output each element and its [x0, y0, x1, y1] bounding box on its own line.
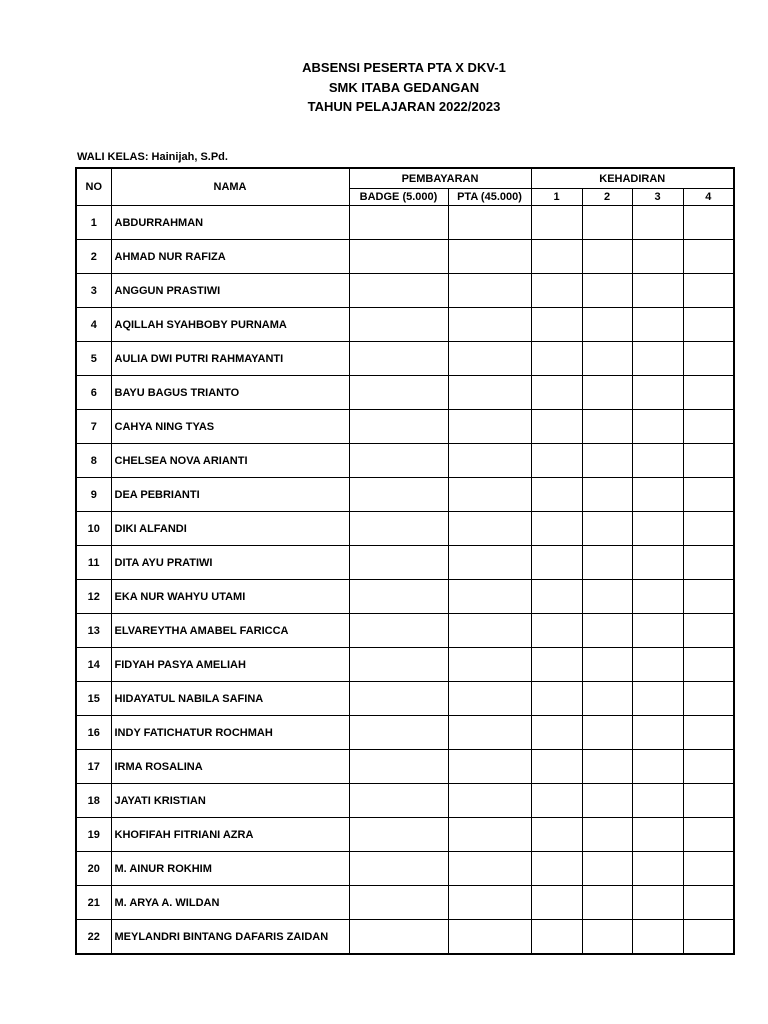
- student-name: INDY FATICHATUR ROCHMAH: [111, 716, 349, 750]
- row-number: 8: [76, 444, 111, 478]
- kehadiran-2-cell[interactable]: [582, 546, 632, 580]
- table-row: [76, 546, 734, 580]
- kehadiran-1-cell[interactable]: [531, 818, 582, 852]
- table-row: [76, 784, 734, 818]
- header-no: NO: [76, 168, 111, 206]
- table-row: [76, 512, 734, 546]
- badge-cell[interactable]: [349, 920, 448, 955]
- badge-cell[interactable]: [349, 852, 448, 886]
- badge-cell[interactable]: [349, 444, 448, 478]
- table-row: [76, 444, 734, 478]
- wali-kelas-label: WALI KELAS: Hainijah, S.Pd.: [77, 151, 228, 163]
- kehadiran-4-cell[interactable]: [683, 750, 734, 784]
- student-name: BAYU BAGUS TRIANTO: [111, 376, 349, 410]
- row-number: 13: [76, 614, 111, 648]
- pta-cell[interactable]: [448, 546, 531, 580]
- badge-cell[interactable]: [349, 512, 448, 546]
- pta-cell[interactable]: [448, 410, 531, 444]
- student-name: DEA PEBRIANTI: [111, 478, 349, 512]
- row-number: 9: [76, 478, 111, 512]
- table-row: [76, 886, 734, 920]
- kehadiran-3-cell[interactable]: [632, 852, 683, 886]
- kehadiran-2-cell[interactable]: [582, 410, 632, 444]
- attendance-rows: [76, 206, 734, 955]
- pta-cell[interactable]: [448, 818, 531, 852]
- kehadiran-2-cell[interactable]: [582, 784, 632, 818]
- kehadiran-1-cell[interactable]: [531, 342, 582, 376]
- kehadiran-2-cell[interactable]: [582, 512, 632, 546]
- kehadiran-4-cell[interactable]: [683, 648, 734, 682]
- row-number: 20: [76, 852, 111, 886]
- student-name: EKA NUR WAHYU UTAMI: [111, 580, 349, 614]
- badge-cell[interactable]: [349, 206, 448, 240]
- kehadiran-3-cell[interactable]: [632, 444, 683, 478]
- kehadiran-3-cell[interactable]: [632, 784, 683, 818]
- kehadiran-3-cell[interactable]: [632, 682, 683, 716]
- header-nama: NAMA: [111, 168, 349, 206]
- kehadiran-1-cell[interactable]: [531, 750, 582, 784]
- row-number: 1: [76, 206, 111, 240]
- header-pembayaran: PEMBAYARAN: [349, 168, 531, 189]
- kehadiran-1-cell[interactable]: [531, 206, 582, 240]
- kehadiran-2-cell[interactable]: [582, 376, 632, 410]
- pta-cell[interactable]: [448, 750, 531, 784]
- pta-cell[interactable]: [448, 920, 531, 955]
- badge-cell[interactable]: [349, 308, 448, 342]
- student-name: CAHYA NING TYAS: [111, 410, 349, 444]
- kehadiran-1-cell[interactable]: [531, 410, 582, 444]
- row-number: 5: [76, 342, 111, 376]
- row-number: 12: [76, 580, 111, 614]
- kehadiran-1-cell[interactable]: [531, 886, 582, 920]
- row-number: 21: [76, 886, 111, 920]
- kehadiran-3-cell[interactable]: [632, 240, 683, 274]
- header-kehadiran-2: 2: [582, 189, 632, 206]
- kehadiran-1-cell[interactable]: [531, 512, 582, 546]
- student-name: KHOFIFAH FITRIANI AZRA: [111, 818, 349, 852]
- kehadiran-4-cell[interactable]: [683, 546, 734, 580]
- student-name: MEYLANDRI BINTANG DAFARIS ZAIDAN: [111, 920, 349, 955]
- badge-cell[interactable]: [349, 750, 448, 784]
- kehadiran-1-cell[interactable]: [531, 716, 582, 750]
- kehadiran-1-cell[interactable]: [531, 784, 582, 818]
- kehadiran-3-cell[interactable]: [632, 410, 683, 444]
- kehadiran-3-cell[interactable]: [632, 648, 683, 682]
- badge-cell[interactable]: [349, 818, 448, 852]
- kehadiran-2-cell[interactable]: [582, 444, 632, 478]
- badge-cell[interactable]: [349, 648, 448, 682]
- attendance-table: [75, 167, 735, 955]
- kehadiran-4-cell[interactable]: [683, 308, 734, 342]
- row-number: 11: [76, 546, 111, 580]
- kehadiran-4-cell[interactable]: [683, 580, 734, 614]
- student-name: FIDYAH PASYA AMELIAH: [111, 648, 349, 682]
- kehadiran-4-cell[interactable]: [683, 716, 734, 750]
- kehadiran-2-cell[interactable]: [582, 342, 632, 376]
- kehadiran-1-cell[interactable]: [531, 920, 582, 955]
- kehadiran-2-cell[interactable]: [582, 750, 632, 784]
- kehadiran-2-cell[interactable]: [582, 478, 632, 512]
- row-number: 14: [76, 648, 111, 682]
- student-name: ABDURRAHMAN: [111, 206, 349, 240]
- kehadiran-1-cell[interactable]: [531, 682, 582, 716]
- title-line-2: SMK ITABA GEDANGAN: [328, 79, 480, 95]
- kehadiran-1-cell[interactable]: [531, 580, 582, 614]
- kehadiran-2-cell[interactable]: [582, 682, 632, 716]
- kehadiran-2-cell[interactable]: [582, 240, 632, 274]
- kehadiran-4-cell[interactable]: [683, 920, 734, 955]
- kehadiran-2-cell[interactable]: [582, 852, 632, 886]
- table-row: [76, 342, 734, 376]
- row-number: 6: [76, 376, 111, 410]
- pta-cell[interactable]: [448, 376, 531, 410]
- student-name: DITA AYU PRATIWI: [111, 546, 349, 580]
- row-number: 3: [76, 274, 111, 308]
- kehadiran-3-cell[interactable]: [632, 376, 683, 410]
- kehadiran-3-cell[interactable]: [632, 886, 683, 920]
- kehadiran-1-cell[interactable]: [531, 478, 582, 512]
- student-name: AULIA DWI PUTRI RAHMAYANTI: [111, 342, 349, 376]
- row-number: 16: [76, 716, 111, 750]
- kehadiran-4-cell[interactable]: [683, 410, 734, 444]
- badge-cell[interactable]: [349, 682, 448, 716]
- kehadiran-3-cell[interactable]: [632, 342, 683, 376]
- kehadiran-1-cell[interactable]: [531, 376, 582, 410]
- title-line-1: ABSENSI PESERTA PTA X DKV-1: [302, 60, 506, 75]
- badge-cell[interactable]: [349, 274, 448, 308]
- kehadiran-2-cell[interactable]: [582, 308, 632, 342]
- badge-cell[interactable]: [349, 886, 448, 920]
- kehadiran-3-cell[interactable]: [632, 818, 683, 852]
- pta-cell[interactable]: [448, 240, 531, 274]
- row-number: 2: [76, 240, 111, 274]
- kehadiran-2-cell[interactable]: [582, 648, 632, 682]
- kehadiran-1-cell[interactable]: [531, 546, 582, 580]
- student-name: ELVAREYTHA AMABEL FARICCA: [111, 614, 349, 648]
- kehadiran-4-cell[interactable]: [683, 512, 734, 546]
- table-row: [76, 274, 734, 308]
- kehadiran-1-cell[interactable]: [531, 444, 582, 478]
- kehadiran-3-cell[interactable]: [632, 274, 683, 308]
- kehadiran-1-cell[interactable]: [531, 614, 582, 648]
- kehadiran-4-cell[interactable]: [683, 682, 734, 716]
- table-row: [76, 682, 734, 716]
- badge-cell[interactable]: [349, 478, 448, 512]
- header-badge: BADGE (5.000): [349, 189, 448, 206]
- pta-cell[interactable]: [448, 784, 531, 818]
- row-number: 15: [76, 682, 111, 716]
- kehadiran-3-cell[interactable]: [632, 580, 683, 614]
- table-row: [76, 308, 734, 342]
- table-row: [76, 750, 734, 784]
- kehadiran-2-cell[interactable]: [582, 818, 632, 852]
- kehadiran-3-cell[interactable]: [632, 546, 683, 580]
- row-number: 10: [76, 512, 111, 546]
- row-number: 19: [76, 818, 111, 852]
- kehadiran-4-cell[interactable]: [683, 784, 734, 818]
- table-row: [76, 818, 734, 852]
- student-name: M. AINUR ROKHIM: [111, 852, 349, 886]
- pta-cell[interactable]: [448, 444, 531, 478]
- pta-cell[interactable]: [448, 308, 531, 342]
- student-name: ANGGUN PRASTIWI: [111, 274, 349, 308]
- kehadiran-3-cell[interactable]: [632, 512, 683, 546]
- pta-cell[interactable]: [448, 648, 531, 682]
- kehadiran-4-cell[interactable]: [683, 240, 734, 274]
- kehadiran-4-cell[interactable]: [683, 818, 734, 852]
- kehadiran-4-cell[interactable]: [683, 274, 734, 308]
- title-line-3: TAHUN PELAJARAN 2022/2023: [307, 99, 501, 114]
- pta-cell[interactable]: [448, 580, 531, 614]
- row-number: 7: [76, 410, 111, 444]
- kehadiran-2-cell[interactable]: [582, 274, 632, 308]
- table-row: [76, 376, 734, 410]
- kehadiran-3-cell[interactable]: [632, 920, 683, 955]
- kehadiran-2-cell[interactable]: [582, 580, 632, 614]
- kehadiran-4-cell[interactable]: [683, 444, 734, 478]
- kehadiran-4-cell[interactable]: [683, 376, 734, 410]
- pta-cell[interactable]: [448, 716, 531, 750]
- kehadiran-1-cell[interactable]: [531, 648, 582, 682]
- header-pta: PTA (45.000): [448, 189, 531, 206]
- table-row: [76, 648, 734, 682]
- row-number: 17: [76, 750, 111, 784]
- table-row: [76, 614, 734, 648]
- pta-cell[interactable]: [448, 274, 531, 308]
- student-name: JAYATI KRISTIAN: [111, 784, 349, 818]
- kehadiran-3-cell[interactable]: [632, 308, 683, 342]
- row-number: 18: [76, 784, 111, 818]
- table-row: [76, 206, 734, 240]
- row-number: 22: [76, 920, 111, 955]
- header-kehadiran-3: 3: [632, 189, 683, 206]
- document-title-block: [0, 58, 768, 117]
- table-row: [76, 580, 734, 614]
- kehadiran-3-cell[interactable]: [632, 478, 683, 512]
- kehadiran-4-cell[interactable]: [683, 206, 734, 240]
- badge-cell[interactable]: [349, 240, 448, 274]
- pta-cell[interactable]: [448, 852, 531, 886]
- kehadiran-1-cell[interactable]: [531, 240, 582, 274]
- student-name: HIDAYATUL NABILA SAFINA: [111, 682, 349, 716]
- pta-cell[interactable]: [448, 682, 531, 716]
- kehadiran-2-cell[interactable]: [582, 920, 632, 955]
- header-kehadiran-4: 4: [683, 189, 734, 206]
- kehadiran-2-cell[interactable]: [582, 716, 632, 750]
- kehadiran-3-cell[interactable]: [632, 750, 683, 784]
- badge-cell[interactable]: [349, 614, 448, 648]
- kehadiran-4-cell[interactable]: [683, 614, 734, 648]
- student-name: CHELSEA NOVA ARIANTI: [111, 444, 349, 478]
- table-row: [76, 716, 734, 750]
- kehadiran-4-cell[interactable]: [683, 478, 734, 512]
- pta-cell[interactable]: [448, 614, 531, 648]
- badge-cell[interactable]: [349, 376, 448, 410]
- pta-cell[interactable]: [448, 478, 531, 512]
- header-kehadiran-1: 1: [531, 189, 582, 206]
- kehadiran-1-cell[interactable]: [531, 308, 582, 342]
- kehadiran-1-cell[interactable]: [531, 274, 582, 308]
- table-row: [76, 410, 734, 444]
- badge-cell[interactable]: [349, 410, 448, 444]
- table-row: [76, 240, 734, 274]
- kehadiran-4-cell[interactable]: [683, 342, 734, 376]
- pta-cell[interactable]: [448, 206, 531, 240]
- kehadiran-1-cell[interactable]: [531, 852, 582, 886]
- pta-cell[interactable]: [448, 886, 531, 920]
- kehadiran-2-cell[interactable]: [582, 614, 632, 648]
- student-name: AHMAD NUR RAFIZA: [111, 240, 349, 274]
- kehadiran-3-cell[interactable]: [632, 206, 683, 240]
- kehadiran-4-cell[interactable]: [683, 886, 734, 920]
- pta-cell[interactable]: [448, 342, 531, 376]
- kehadiran-4-cell[interactable]: [683, 852, 734, 886]
- kehadiran-2-cell[interactable]: [582, 206, 632, 240]
- student-name: AQILLAH SYAHBOBY PURNAMA: [111, 308, 349, 342]
- badge-cell[interactable]: [349, 546, 448, 580]
- table-row: [76, 478, 734, 512]
- row-number: 4: [76, 308, 111, 342]
- table-row: [76, 852, 734, 886]
- kehadiran-3-cell[interactable]: [632, 614, 683, 648]
- badge-cell[interactable]: [349, 716, 448, 750]
- header-kehadiran: KEHADIRAN: [531, 168, 734, 189]
- student-name: M. ARYA A. WILDAN: [111, 886, 349, 920]
- kehadiran-2-cell[interactable]: [582, 886, 632, 920]
- table-row: [76, 920, 734, 955]
- student-name: DIKI ALFANDI: [111, 512, 349, 546]
- student-name: IRMA ROSALINA: [111, 750, 349, 784]
- kehadiran-3-cell[interactable]: [632, 716, 683, 750]
- pta-cell[interactable]: [448, 512, 531, 546]
- badge-cell[interactable]: [349, 784, 448, 818]
- badge-cell[interactable]: [349, 342, 448, 376]
- badge-cell[interactable]: [349, 580, 448, 614]
